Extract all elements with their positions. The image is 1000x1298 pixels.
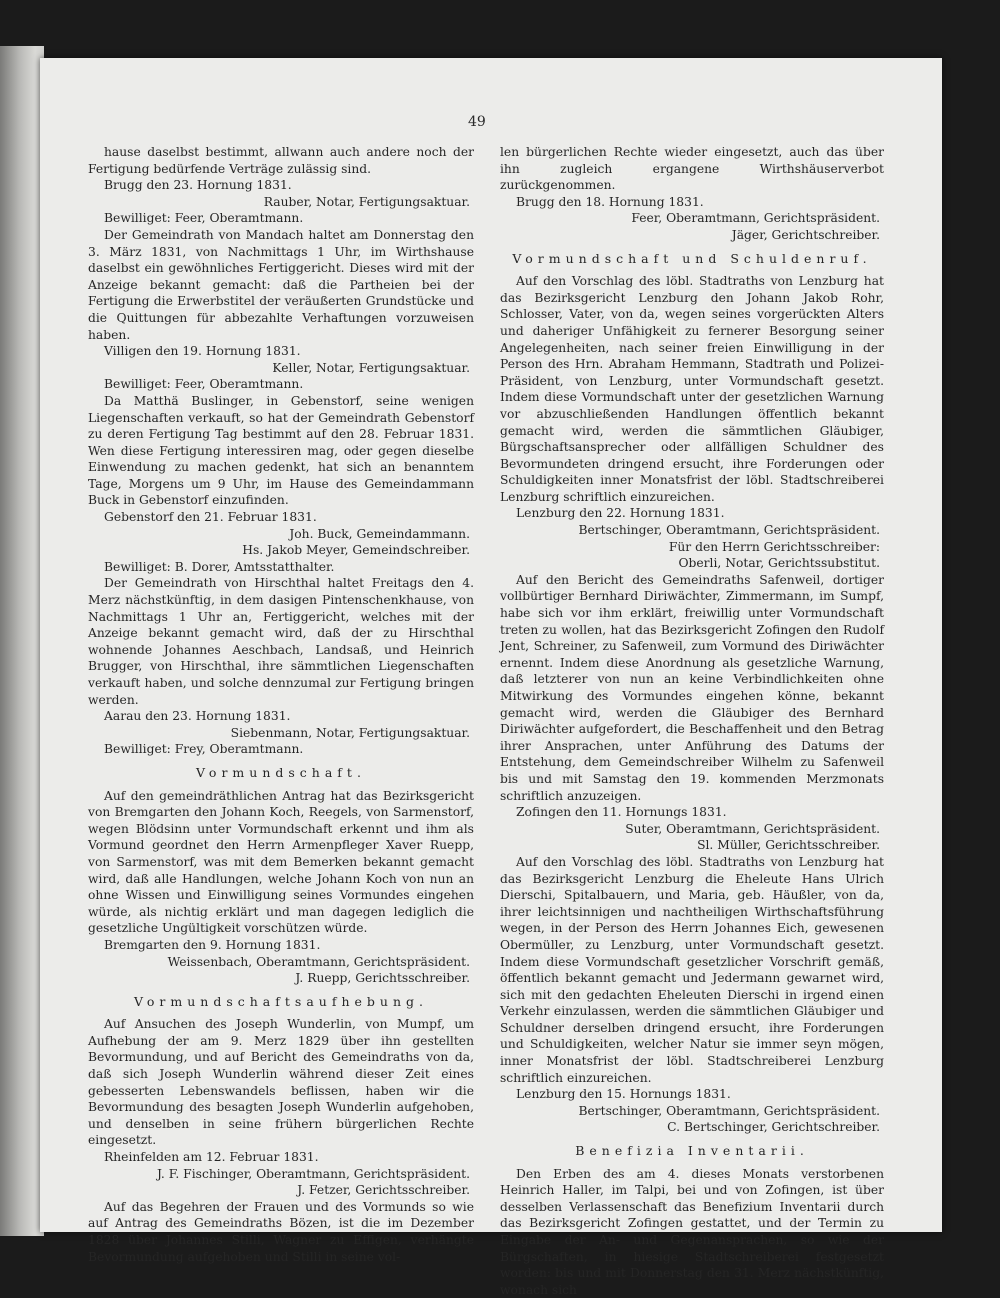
dateline: Brugg den 23. Hornung 1831. [104, 178, 292, 193]
left-column [88, 144, 474, 1265]
signature: Jäger, Gerichtschreiber. [731, 227, 880, 242]
signature: Sl. Müller, Gerichtsschreiber. [697, 838, 880, 853]
paragraph: Da Matthä Buslinger, in Gebenstorf, seine wenigen Liegenschaften verkauft, so hat der Gemeindrath Gebenstorf zu deren Fertigung Tag bestimmt auf den 28. Februar 1831. Wen diese Fertigung interessiren mag, oder gegen dieselbe Einwendung zu machen gedenkt, hat sich an benanntem Tage, Morgens um 9 Uhr, im Hause des Gemeindammann Buck in Gebenstorf einzufinden. [88, 393, 474, 508]
paragraph: Den Erben des am 4. dieses Monats verstorbenen Heinrich Haller, im Talpi, bei und von Zofingen, ist über desselben Verlassenschaft das Benefizium Inventarii durch das Bezirksgericht Zofingen gestattet, und der Termin zu Eingabe der An- und Gegenansprachen, so wie der Bürgschaften, in hiesige Stadtschreiberei festgesetzt worden: bis und mit Donnerstag den 31. Merz nächstkünftig, wonach sich [500, 1166, 884, 1297]
signature: Joh. Buck, Gemeindammann. [289, 526, 470, 541]
paragraph: Auf den Vorschlag des löbl. Stadtraths von Lenzburg hat das Bezirksgericht Lenzburg die Eheleute Hans Ulrich Dierschi, Spitalbauern, und Maria, geb. Häußler, von da, ihrer leichtsinnigen und nachtheiligen Wirthschaftsführung wegen, in der Person des Herrn Johannes Eich, gewesenen Obermüller, zu Lenzburg, unter Vormundschaft gesetzt. Indem diese Vormundschaft gesetzlicher Vorschrift gemäß, öffentlich bekannt gemacht und Jedermann gewarnet wird, sich mit den gedachten Eheleuten Dierschi in irgend einen Verkehr einzulassen, werden die sämmtlichen Gläubiger und Schuldner derselben dringend ersucht, ihre Forderungen und Schuldigkeiten, welcher Natur sie immer seyn mögen, inner Monatsfrist der löbl. Stadtschreiberei Lenzburg schriftlich einzureichen. [500, 854, 884, 1085]
signature: C. Bertschinger, Gerichtschreiber. [667, 1120, 880, 1135]
signature: J. Ruepp, Gerichtsschreiber. [295, 971, 470, 986]
dateline: Bewilliget: B. Dorer, Amtsstatthalter. [104, 559, 335, 574]
section-heading: Vormundschaftsaufhebung. [134, 993, 428, 1009]
paragraph: hause daselbst bestimmt, allwann auch andere noch der Fertigung bedürfende Verträge zulässig sind. [88, 145, 474, 176]
paragraph: len bürgerlichen Rechte wieder eingesetzt, auch das über ihn zugleich ergangene Wirthshäuserverbot zurückgenommen. [500, 145, 884, 193]
signature: Rauber, Notar, Fertigungsaktuar. [263, 194, 470, 209]
paragraph: Auf Ansuchen des Joseph Wunderlin, von Mumpf, um Aufhebung der am 9. Merz 1829 über ihn gestellten Bevormundung, und auf Bericht des Gemeindraths von da, daß sich Joseph Wunderlin während dieser Zeit eines gebesserten Lebenswandels beflissen, haben wir die Bevormundung des besagten Joseph Wunderlin aufgehoben, und denselben in seine frühern bürgerlichen Rechte eingesetzt. [88, 1017, 474, 1148]
section-heading: Vormundschaft. [196, 764, 366, 780]
dateline: Bremgarten den 9. Hornung 1831. [104, 937, 321, 952]
signature: Keller, Notar, Fertigungsaktuar. [272, 360, 470, 375]
signature: Feer, Oberamtmann, Gerichtspräsident. [631, 211, 880, 226]
signature: Hs. Jakob Meyer, Gemeindschreiber. [242, 543, 470, 558]
dateline: Rheinfelden am 12. Februar 1831. [104, 1150, 319, 1165]
paragraph: Der Gemeindrath von Mandach haltet am Donnerstag den 3. März 1831, von Nachmittags 1 Uhr, im Wirthshause daselbst ein gewöhnliches Fertiggericht. Dieses wird mit der Anzeige bekannt gemacht: daß die Partheien bei der Fertigung die Erwerbstitel der veräußerten Grundstücke und die Quittungen für abbezahlte Verhaftungen vorzuweisen haben. [88, 227, 474, 342]
paragraph: Der Gemeindrath von Hirschthal haltet Freitags den 4. Merz nächstkünftig, in dem dasigen Pintenschenkhause, von Nachmittags 1 Uhr an, Fertiggericht, welches mit der Anzeige bekannt gemacht wird, daß der zu Hirschthal wohnende Johannes Aeschbach, Landsaß, und Heinrich Brugger, von Hirschthal, ihre sämmtlichen Liegenschaften verkauft haben, und solche dennzumal zur Fertigung bringen werden. [88, 576, 474, 707]
page-edge-shadow [0, 46, 44, 1236]
right-column [500, 144, 884, 1298]
paragraph: Auf den Bericht des Gemeindraths Safenweil, dortiger vollbürtiger Bernhard Diriwächter, Zimmermann, im Sumpf, habe sich vor ihm erklärt, freiwillig unter Vormundschaft treten zu wollen, hat das Bezirksgericht Zofingen den Rudolf Jent, Schreiner, zu Safenweil, zum Vormund des Diriwächter ernennt. Indem diese Anordnung als gesetzliche Warnung, daß letzterer von nun an keine Verbindlichkeiten ohne Mitwirkung des Vormundes eingehen könne, bekannt gemacht wird, werden die Gläubiger des Bernhard Diriwächter aufgefordert, die Beschaffenheit und den Betrag ihrer Ansprachen, unter Anführung des Datums der Entstehung, dem Gemeindschreiber Wilhelm zu Safenweil bis und mit Samstag den 19. kommenden Merzmonats schriftlich anzuzeigen. [500, 572, 884, 803]
signature: Bertschinger, Oberamtmann, Gerichtspräsident. [578, 1103, 880, 1118]
dateline: Lenzburg den 22. Hornung 1831. [516, 506, 725, 521]
paragraph: Auf das Begehren der Frauen und des Vormunds so wie auf Antrag des Gemeindraths Bözen, ist die im Dezember 1828 über Johannes Stilli, Wagner zu Effigen, verhängte Bevormundung aufgehoben und Stilli in seine vol- [88, 1199, 474, 1264]
dateline: Lenzburg den 15. Hornungs 1831. [516, 1087, 731, 1102]
page-number: 49 [468, 114, 486, 130]
dateline: Zofingen den 11. Hornungs 1831. [516, 805, 727, 820]
signature: Oberli, Notar, Gerichtssubstitut. [678, 556, 880, 571]
signature: Für den Herrn Gerichtsschreiber: [668, 539, 880, 554]
signature: Suter, Oberamtmann, Gerichtspräsident. [625, 821, 880, 836]
section-heading: Benefizia Inventarii. [575, 1143, 809, 1159]
dateline: Villigen den 19. Hornung 1831. [104, 344, 301, 359]
dateline: Bewilliget: Frey, Oberamtmann. [104, 742, 304, 757]
dateline: Bewilliget: Feer, Oberamtmann. [104, 377, 304, 392]
paragraph: Auf den gemeindräthlichen Antrag hat das Bezirksgericht von Bremgarten den Johann Koch, Reegels, von Sarmenstorf, wegen Blödsinn unter Vormundschaft erkennt und ihm als Vormund geordnet den Herrn Armenpfleger Xaver Ruepp, von Sarmenstorf, was mit dem Bemerken bekannt gemacht wird, daß alle Handlungen, welche Johann Koch von nun an ohne Wissen und Einwilligung seines Vormundes eingehen würde, als nichtig erklärt und man dagegen lediglich die gesetzliche Ungültigkeit vorschützen würde. [88, 788, 474, 936]
dateline: Brugg den 18. Hornung 1831. [516, 194, 704, 209]
signature: J. F. Fischinger, Oberamtmann, Gerichtspräsident. [156, 1166, 470, 1181]
dateline: Aarau den 23. Hornung 1831. [104, 709, 291, 724]
signature: Weissenbach, Oberamtmann, Gerichtspräsident. [167, 954, 470, 969]
section-heading: Vormundschaft und Schuldenruf. [512, 250, 872, 266]
paragraph: Auf den Vorschlag des löbl. Stadtraths von Lenzburg hat das Bezirksgericht Lenzburg den Johann Jakob Rohr, Schlosser, Vater, von da, wegen seines vorgerückten Alters und daheriger Unfähigkeit zu fernerer Besorgung seiner Angelegenheiten, nach seiner freien Einwilligung in der Person des Hrn. Abraham Hemmann, Stadtrath und Polizei-Präsident, von Lenzburg, unter Vormundschaft gesetzt. Indem diese Vormundschaft unter der gesetzlichen Warnung vor abzuschließenden Handlungen öffentlich bekannt gemacht wird, werden die sämmtlichen Gläubiger, Bürgschaftsansprecher oder allfälligen Schuldner des Bevormundeten dringend ersucht, ihre Forderungen oder Schuldigkeiten inner Monatsfrist der löbl. Stadtschreiberei Lenzburg schriftlich einzureichen. [500, 274, 884, 504]
dateline: Bewilliget: Feer, Oberamtmann. [104, 211, 304, 226]
dateline: Gebenstorf den 21. Februar 1831. [104, 510, 317, 525]
signature: J. Fetzer, Gerichtsschreiber. [297, 1183, 470, 1198]
signature: Siebenmann, Notar, Fertigungsaktuar. [230, 725, 470, 740]
signature: Bertschinger, Oberamtmann, Gerichtspräsident. [578, 523, 880, 538]
